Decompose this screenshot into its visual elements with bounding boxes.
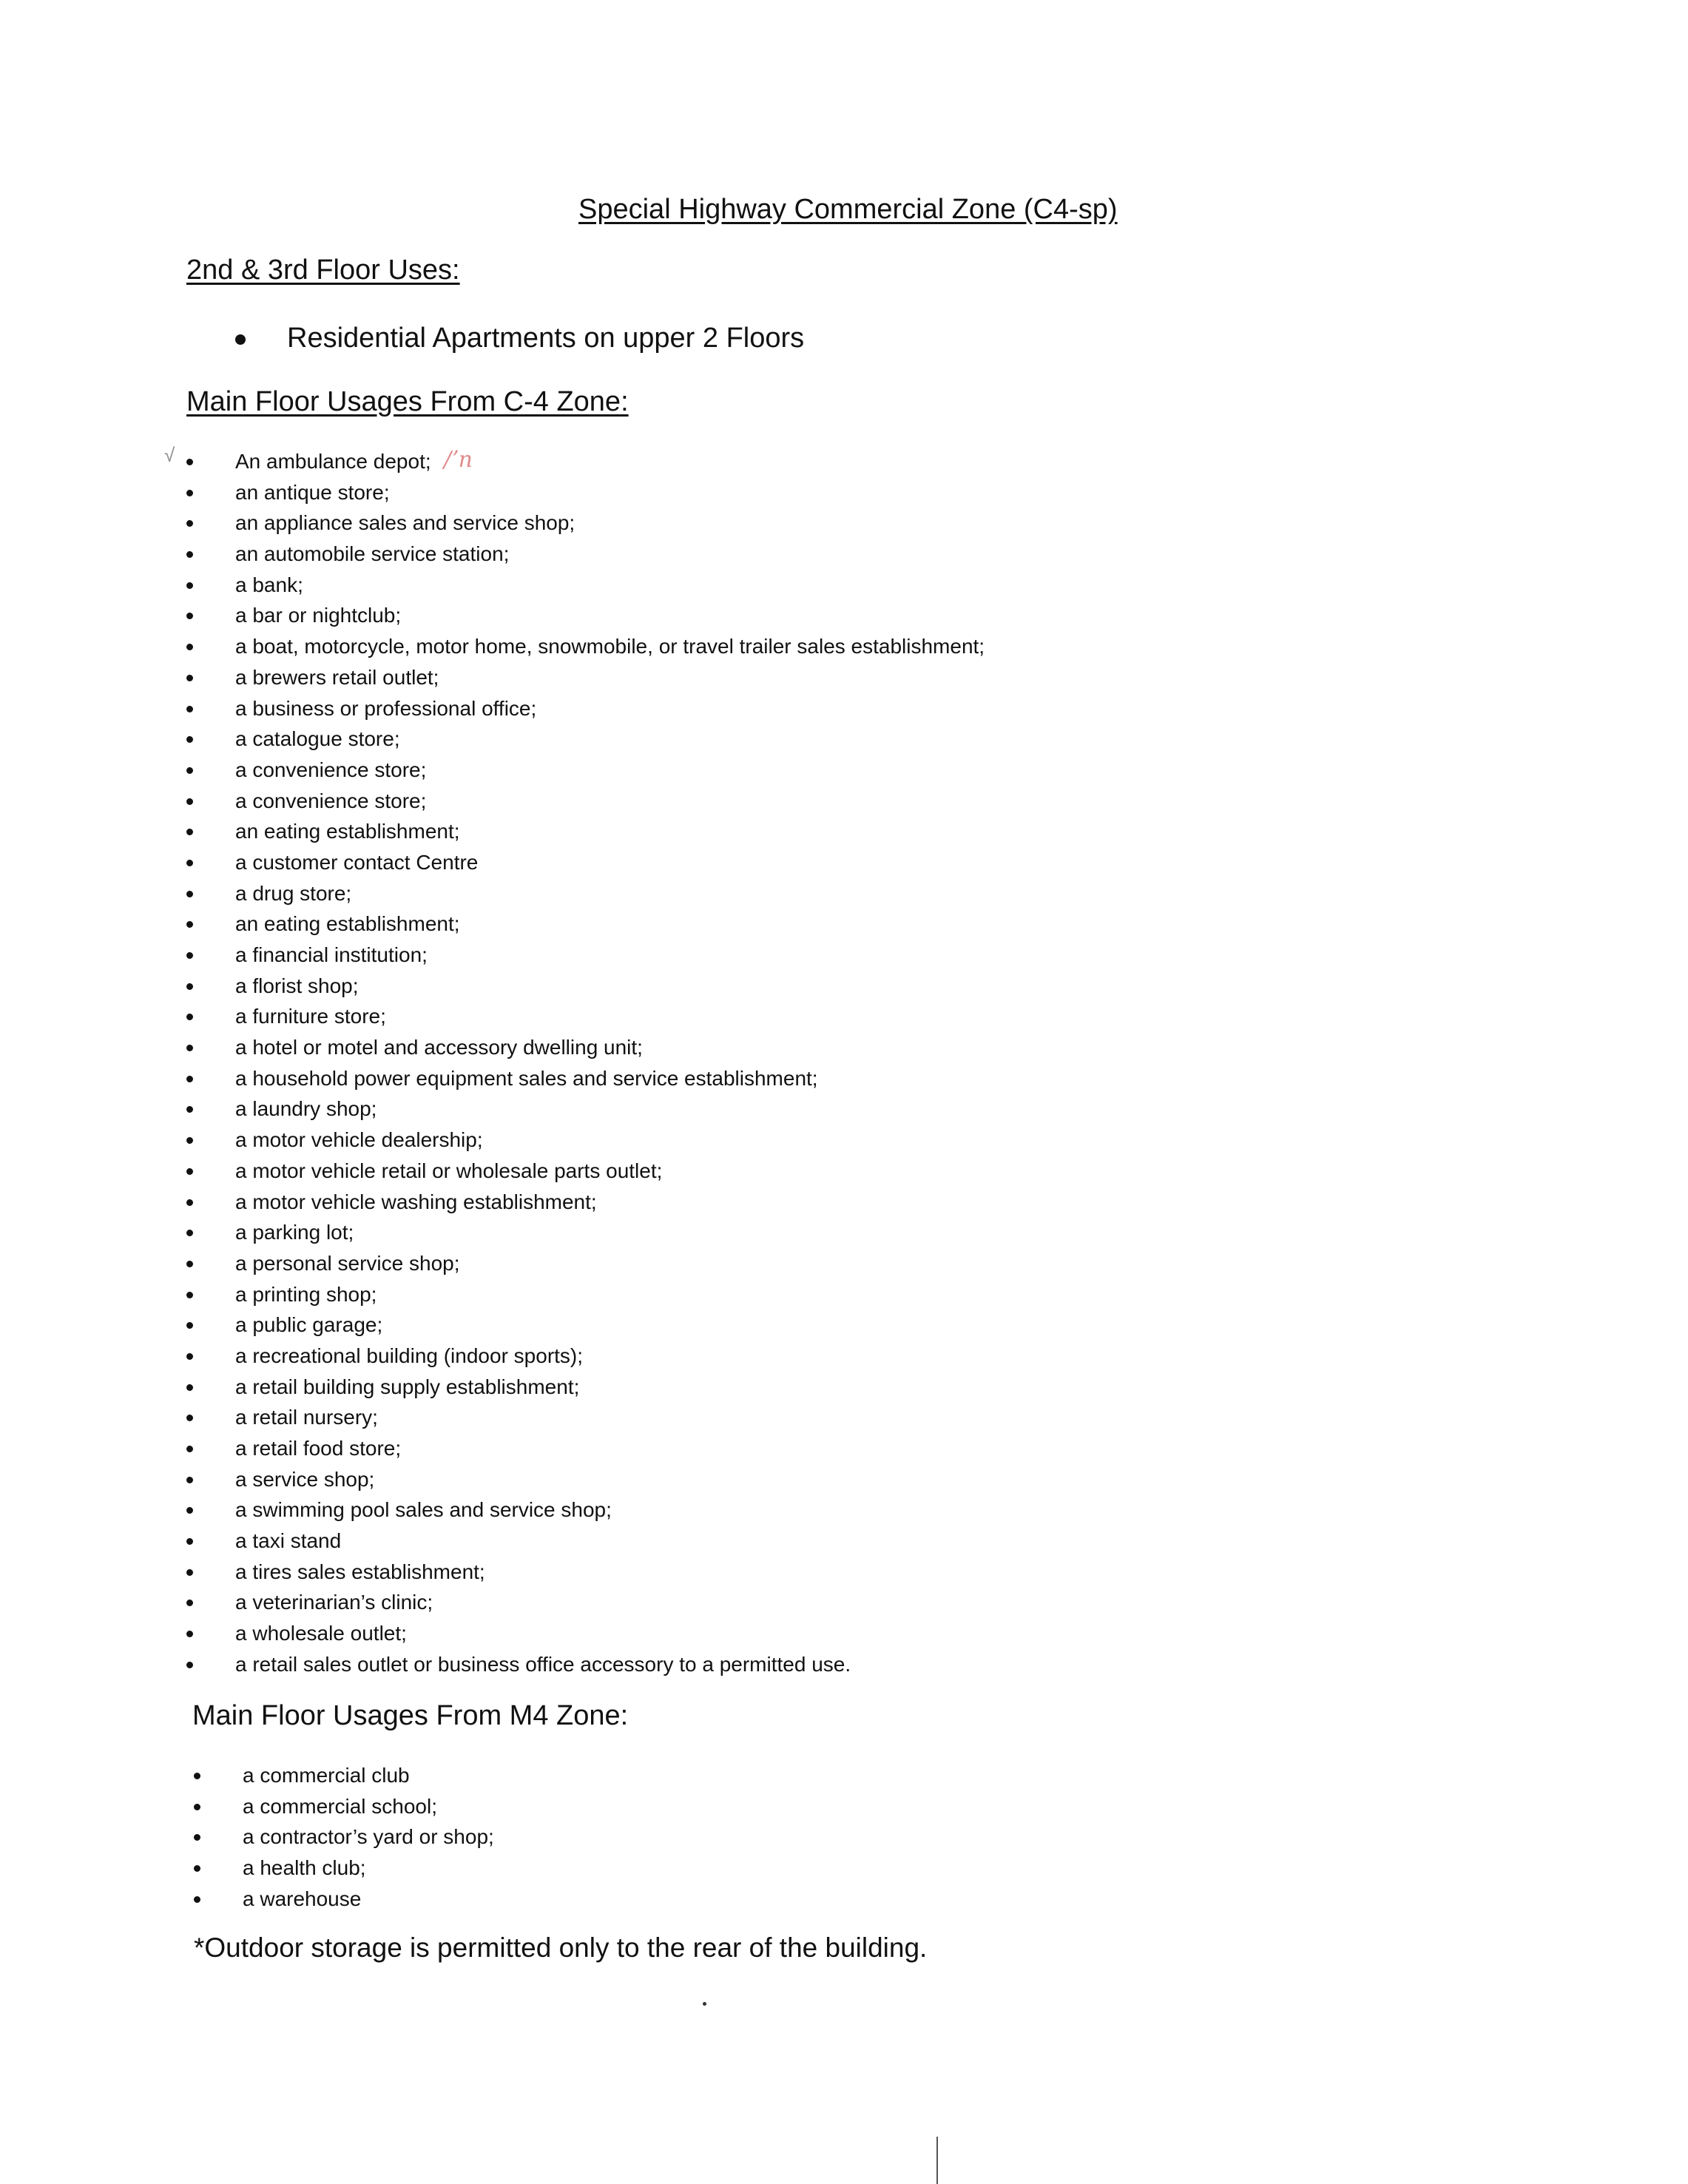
bullet-icon [186,798,193,805]
upper-floors-heading: 2nd & 3rd Floor Uses: [186,255,460,286]
list-item-text: a retail sales outlet or business office accessory to a permitted use. [235,1652,851,1676]
bullet-icon [194,1896,200,1903]
list-item-text: a retail nursery; [235,1406,378,1429]
bullet-icon [186,829,193,835]
bullet-icon [186,1014,193,1020]
list-item-text: a health club; [243,1856,366,1880]
list-item-text: a hotel or motel and accessory dwelling unit; [235,1036,643,1059]
bullet-icon [186,1045,193,1051]
bullet-icon [186,921,193,928]
handwritten-check-mark: √ [164,444,175,466]
bullet-icon [235,334,246,345]
bullet-icon [186,1292,193,1298]
list-item-text: a catalogue store; [235,727,400,751]
bullet-icon [186,520,193,527]
list-item-text: a convenience store; [235,789,427,812]
list-item-text: a boat, motorcycle, motor home, snowmobile, or travel trailer sales establishment; [235,635,985,658]
list-item-text: a printing shop; [235,1282,377,1306]
bullet-icon [186,551,193,558]
list-item-text: a financial institution; [235,943,428,966]
footnote: *Outdoor storage is permitted only to the rear of the building. [194,1932,928,1963]
bullet-icon [186,1538,193,1545]
list-item-text: a commercial school; [243,1794,437,1818]
bullet-icon [186,1631,193,1637]
bullet-icon [186,1477,193,1483]
bullet-icon [186,1106,193,1113]
list-item-text: a recreational building (indoor sports); [235,1344,584,1367]
bullet-icon [186,1569,193,1576]
bullet-icon [186,613,193,619]
list-item-text: a retail building supply establishment; [235,1375,580,1398]
list-item-text: An ambulance depot; [235,450,431,473]
upper-floors-item-text: Residential Apartments on upper 2 Floors [287,323,805,354]
list-item-text: a public garage; [235,1313,383,1337]
list-item-text: a service shop; [235,1467,375,1491]
list-item-text: a swimming pool sales and service shop; [235,1498,612,1522]
bullet-icon [186,983,193,990]
list-item-text: a bank; [235,573,303,596]
bullet-icon [186,1507,193,1514]
list-item-text: a parking lot; [235,1221,354,1244]
bullet-icon [186,1353,193,1360]
list-item-text: a motor vehicle washing establishment; [235,1190,597,1213]
list-item-text: a laundry shop; [235,1097,377,1121]
list-item-text: a household power equipment sales and service establishment; [235,1066,818,1090]
bullet-icon [186,1168,193,1175]
bullet-icon [186,767,193,774]
handwritten-pen-mark: /ʼn [444,447,473,473]
page-title: Special Highway Commercial Zone (C4-sp) [578,194,1118,225]
list-item-text: a contractor’s yard or shop; [243,1825,494,1849]
bullet-icon [186,644,193,650]
bullet-icon [186,1384,193,1391]
bullet-icon [186,1137,193,1144]
list-item-text: a retail food store; [235,1437,402,1460]
bullet-icon [194,1804,200,1810]
list-item-text: a drug store; [235,881,352,905]
scan-edge-line [936,2137,938,2184]
bullet-icon [186,860,193,866]
bullet-icon [186,675,193,681]
list-item-text: an eating establishment; [235,912,460,936]
bullet-icon [186,1199,193,1206]
list-item-text: a tires sales establishment; [235,1560,485,1583]
list-item-text: a wholesale outlet; [235,1622,407,1645]
list-item-text: a furniture store; [235,1005,386,1028]
list-item-text: a taxi stand [235,1529,342,1553]
bullet-icon [186,1076,193,1082]
list-item-text: a warehouse [243,1887,362,1910]
c4-section-heading: Main Floor Usages From C-4 Zone: [186,386,629,417]
bullet-icon [186,736,193,743]
bullet-icon [194,1834,200,1841]
list-item-text: a motor vehicle dealership; [235,1128,483,1152]
list-item-text: an eating establishment; [235,820,460,843]
bullet-icon [186,1230,193,1236]
bullet-icon [186,706,193,712]
list-item-text: a motor vehicle retail or wholesale parts outlet; [235,1159,663,1182]
bullet-icon [186,891,193,897]
bullet-icon [186,490,193,496]
bullet-icon [186,1415,193,1421]
bullet-icon [186,1662,193,1668]
bullet-icon [186,1261,193,1267]
list-item-text: a personal service shop; [235,1251,460,1275]
m4-section-heading: Main Floor Usages From M4 Zone: [192,1700,629,1731]
list-item-text: an antique store; [235,480,390,504]
list-item-text: an automobile service station; [235,542,510,566]
bullet-icon [186,952,193,959]
bullet-icon [186,1322,193,1329]
bullet-icon [186,459,193,465]
list-item-text: a commercial club [243,1764,410,1787]
bullet-icon [186,582,193,589]
list-item-text: a convenience store; [235,758,427,781]
list-item-text: a brewers retail outlet; [235,665,439,689]
list-item-text: a bar or nightclub; [235,604,402,627]
scan-speck [703,2002,706,2006]
bullet-icon [186,1600,193,1606]
bullet-icon [194,1773,200,1779]
list-item-text: a florist shop; [235,974,359,997]
list-item-text: a veterinarian’s clinic; [235,1591,433,1614]
bullet-icon [186,1446,193,1452]
list-item-text: an appliance sales and service shop; [235,511,575,535]
list-item-text: a customer contact Centre [235,850,479,874]
list-item-text: a business or professional office; [235,696,537,720]
bullet-icon [194,1865,200,1872]
